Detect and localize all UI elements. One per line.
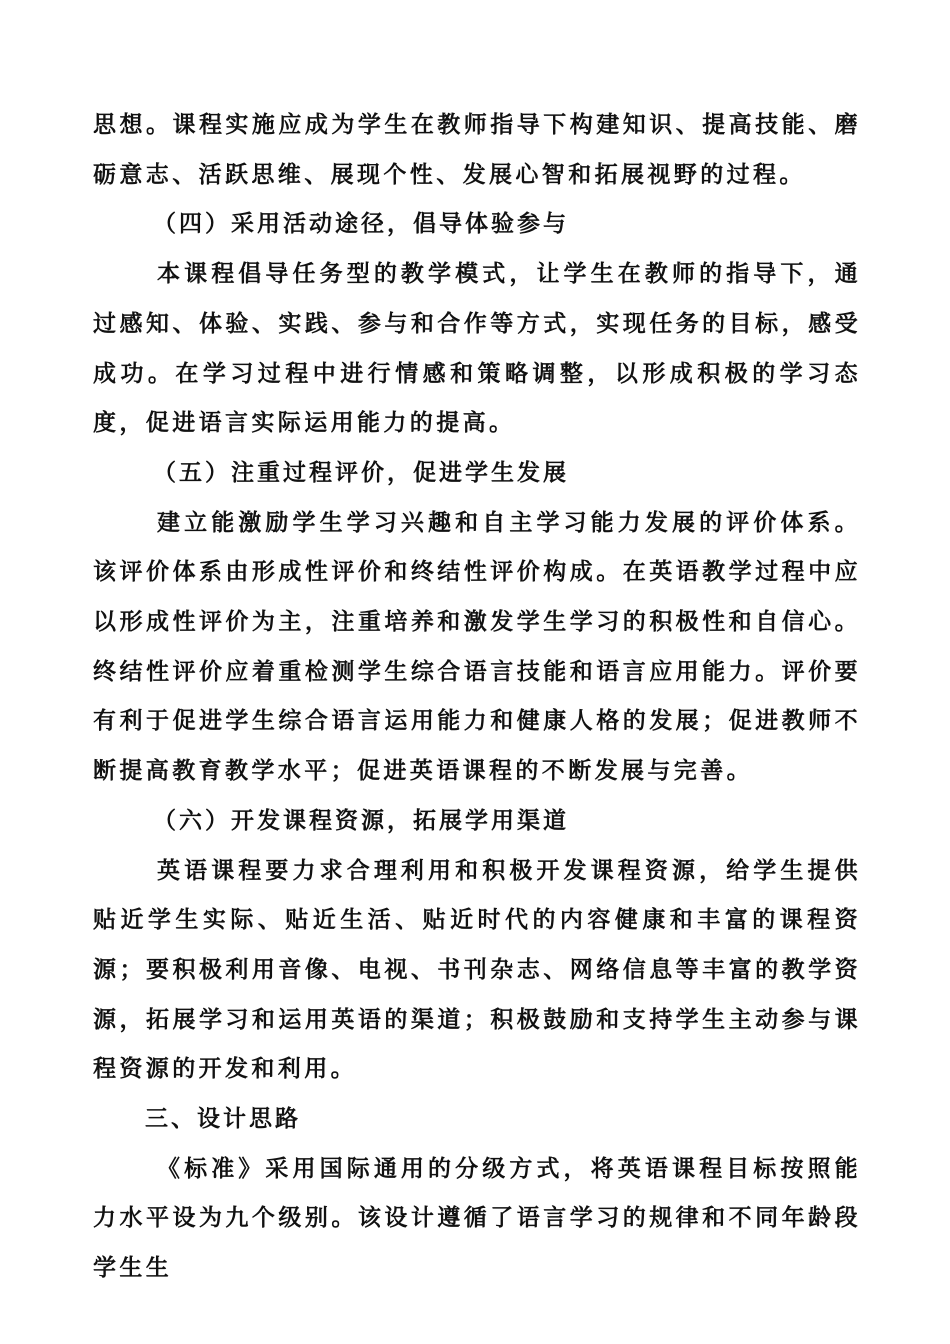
paragraph-evaluation: 建立能激励学生学习兴趣和自主学习能力发展的评价体系。该评价体系由形成性评价和终结性评价构成。在英语教学过程中应以形成性评价为主，注重培养和激发学生学习的积极性和自信心。终结性评价应着重检测学生综合语言技能和语言应用能力。评价要有利于促进学生综合语言运用能力和健康人格的发展；促进教师不断提高教育教学水平；促进英语课程的不断发展与完善。 [93,508,861,785]
paragraph-resources: 英语课程要力求合理利用和积极开发课程资源，给学生提供贴近学生实际、贴近生活、贴近时代的内容健康和丰富的课程资源；要积极利用音像、电视、书刊杂志、网络信息等丰富的教学资源，拓展学习和运用英语的渠道；积极鼓励和支持学生主动参与课程资源的开发和利用。 [93,856,861,1083]
paragraph-activity-approach: 本课程倡导任务型的教学模式，让学生在教师的指导下，通过感知、体验、实践、参与和合作等方式，实现任务的目标，感受成功。在学习过程中进行情感和策略调整，以形成积极的学习态度，促进语言实际运用能力的提高。 [93,260,861,437]
paragraph-continuation: 思想。课程实施应成为学生在教师指导下构建知识、提高技能、磨砺意志、活跃思维、展现个性、发展心智和拓展视野的过程。 [93,111,861,188]
chapter-heading-design: 三、设计思路 [145,1105,301,1133]
section-heading-4: （四）采用活动途径，倡导体验参与 [153,210,569,238]
paragraph-design-approach: 《标准》采用国际通用的分级方式，将英语课程目标按照能力水平设为九个级别。该设计遵循了语言学习的规律和不同年龄段学生生 [93,1154,861,1282]
section-heading-6: （六）开发课程资源，拓展学用渠道 [153,806,569,834]
section-heading-5: （五）注重过程评价，促进学生发展 [153,458,569,486]
document-body [93,100,861,1293]
